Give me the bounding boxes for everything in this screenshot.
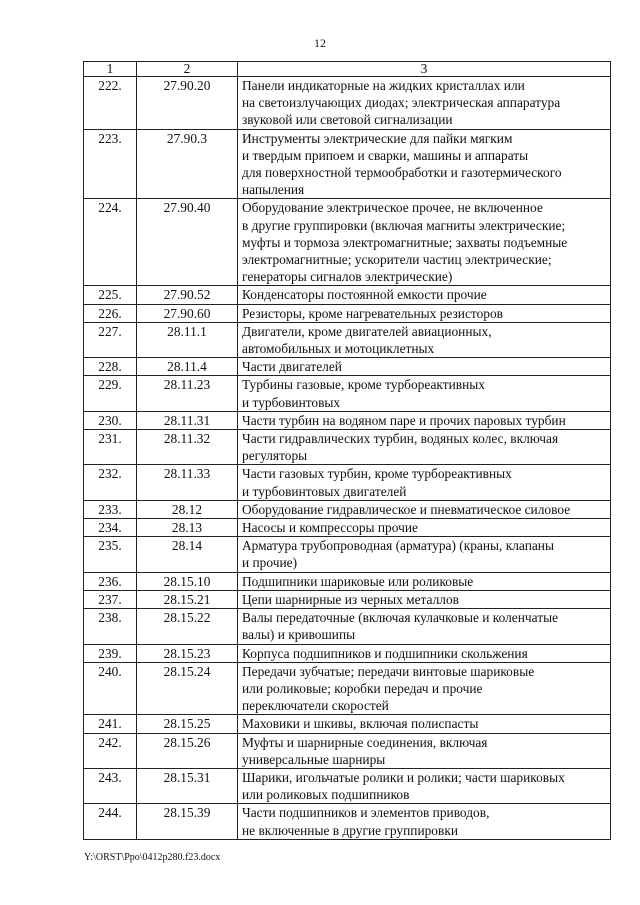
description-line: звуковой или световой сигнализации [242,112,453,128]
description-line: и твердым припоем и сварки, машины и аппараты [242,147,529,163]
item-description [238,322,611,357]
table-row [84,662,611,715]
description-line: Арматура трубопроводная (арматура) (краны, клапаны [242,538,554,554]
item-description [238,519,611,537]
description-line: Части подшипников и элементов приводов, [242,805,490,821]
okpd-code: 28.15.21 [137,590,238,608]
okpd-code: 28.11.33 [137,465,238,500]
item-description [238,715,611,733]
item-description [238,804,611,839]
description-line: переключатели скоростей [242,698,389,714]
okpd-code: 28.15.22 [137,609,238,644]
row-number: 235. [84,537,137,572]
okpd-code: 28.15.39 [137,804,238,839]
description-line: Турбины газовые, кроме турбореактивных [242,377,485,393]
description-line: Оборудование электрическое прочее, не включенное [242,200,543,216]
header-col-1: 1 [84,62,137,77]
description-line: и турбовинтовых [242,394,341,410]
okpd-code: 28.15.26 [137,733,238,768]
table-row [84,199,611,286]
item-description [238,500,611,518]
table-row [84,715,611,733]
row-number: 241. [84,715,137,733]
item-description [238,465,611,500]
item-description [238,644,611,662]
item-description [238,590,611,608]
item-description [238,572,611,590]
row-number: 243. [84,768,137,803]
item-description [238,662,611,715]
table-row [84,286,611,304]
table-row [84,537,611,572]
table-row [84,572,611,590]
table-row [84,430,611,465]
description-line: не включенные в другие группировки [242,822,458,838]
okpd-code: 28.15.23 [137,644,238,662]
row-number: 225. [84,286,137,304]
row-number: 224. [84,199,137,286]
table-row [84,768,611,803]
row-number: 232. [84,465,137,500]
row-number: 223. [84,129,137,199]
description-line: Шарики, игольчатые ролики и ролики; части шариковых [242,769,565,785]
description-line: Резисторы, кроме нагревательных резисторов [242,305,503,321]
description-line: Оборудование гидравлическое и пневматическое силовое [242,501,571,517]
okpd-code: 27.90.20 [137,77,238,130]
table-row [84,304,611,322]
okpd-code: 28.11.1 [137,322,238,357]
row-number: 240. [84,662,137,715]
item-description [238,537,611,572]
description-line: напыления [242,182,305,198]
item-description [238,304,611,322]
table-header-row [84,62,611,77]
description-line: или роликовые; коробки передач и прочие [242,680,483,696]
table-row [84,733,611,768]
description-line: Передачи зубчатые; передачи винтовые шариковые [242,663,535,679]
table-row [84,644,611,662]
okpd-code: 27.90.60 [137,304,238,322]
okpd-code: 28.15.25 [137,715,238,733]
table-row [84,804,611,839]
table-row [84,411,611,429]
row-number: 234. [84,519,137,537]
row-number: 238. [84,609,137,644]
description-line: универсальные шарниры [242,751,386,767]
okpd-code: 28.13 [137,519,238,537]
description-line: Части двигателей [242,359,342,375]
description-line: для поверхностной термообработки и газотермического [242,165,562,181]
okpd-code: 28.15.31 [137,768,238,803]
description-line: генераторы сигналов электрические) [242,269,453,285]
description-line: Части гидравлических турбин, водяных колес, включая [242,431,559,447]
table-row [84,609,611,644]
description-line: и прочие) [242,555,298,571]
description-line: Подшипники шариковые или роликовые [242,573,474,589]
description-line: Муфты и шарнирные соединения, включая [242,734,488,750]
description-line: Маховики и шкивы, включая полиспасты [242,716,479,732]
table-row [84,322,611,357]
header-col-3: 3 [238,62,611,77]
description-line: в другие группировки (включая магниты электрические; [242,217,566,233]
description-line: валы) и кривошипы [242,627,356,643]
table-row [84,465,611,500]
item-description [238,286,611,304]
okpd-code: 28.12 [137,500,238,518]
row-number: 228. [84,358,137,376]
description-line: Конденсаторы постоянной емкости прочие [242,287,487,303]
row-number: 227. [84,322,137,357]
classification-table [83,61,611,840]
description-line: муфты и тормоза электромагнитные; захваты подъемные [242,234,568,250]
item-description [238,77,611,130]
description-line: и турбовинтовых двигателей [242,483,407,499]
table-row [84,129,611,199]
table-row [84,376,611,411]
row-number: 231. [84,430,137,465]
item-description [238,129,611,199]
description-line: Двигатели, кроме двигателей авиационных, [242,323,492,339]
table-row [84,500,611,518]
item-description [238,358,611,376]
okpd-code: 28.15.10 [137,572,238,590]
description-line: Части газовых турбин, кроме турбореактивных [242,466,512,482]
page-number: 12 [314,36,326,50]
file-path-footer: Y:\ORST\Ppo\0412p280.f23.docx [84,852,221,863]
table-body [84,77,611,840]
row-number: 237. [84,590,137,608]
item-description [238,411,611,429]
okpd-code: 27.90.3 [137,129,238,199]
item-description [238,733,611,768]
table-row [84,590,611,608]
row-number: 244. [84,804,137,839]
description-line: автомобильных и мотоциклетных [242,341,435,357]
okpd-code: 28.11.31 [137,411,238,429]
description-line: Корпуса подшипников и подшипники скольжения [242,645,528,661]
description-line: Инструменты электрические для пайки мягким [242,130,513,146]
row-number: 230. [84,411,137,429]
header-col-2: 2 [137,62,238,77]
okpd-code: 28.15.24 [137,662,238,715]
row-number: 233. [84,500,137,518]
description-line: Панели индикаторные на жидких кристаллах или [242,78,525,93]
okpd-code: 27.90.52 [137,286,238,304]
okpd-code: 28.11.32 [137,430,238,465]
item-description [238,609,611,644]
okpd-code: 27.90.40 [137,199,238,286]
row-number: 229. [84,376,137,411]
description-line: Валы передаточные (включая кулачковые и коленчатые [242,610,559,626]
table-row [84,358,611,376]
row-number: 236. [84,572,137,590]
row-number: 222. [84,77,137,130]
description-line: регуляторы [242,448,308,464]
table-row [84,77,611,130]
description-line: электромагнитные; ускорители частиц электрические; [242,252,552,268]
description-line: Насосы и компрессоры прочие [242,520,418,536]
row-number: 239. [84,644,137,662]
description-line: или роликовых подшипников [242,787,410,803]
item-description [238,376,611,411]
row-number: 226. [84,304,137,322]
description-line: Цепи шарнирные из черных металлов [242,591,459,607]
table-row [84,519,611,537]
item-description [238,430,611,465]
okpd-code: 28.11.4 [137,358,238,376]
item-description [238,768,611,803]
row-number: 242. [84,733,137,768]
okpd-code: 28.14 [137,537,238,572]
description-line: Части турбин на водяном паре и прочих паровых турбин [242,412,566,428]
item-description [238,199,611,286]
okpd-code: 28.11.23 [137,376,238,411]
description-line: на светоизлучающих диодах; электрическая аппаратура [242,95,561,111]
